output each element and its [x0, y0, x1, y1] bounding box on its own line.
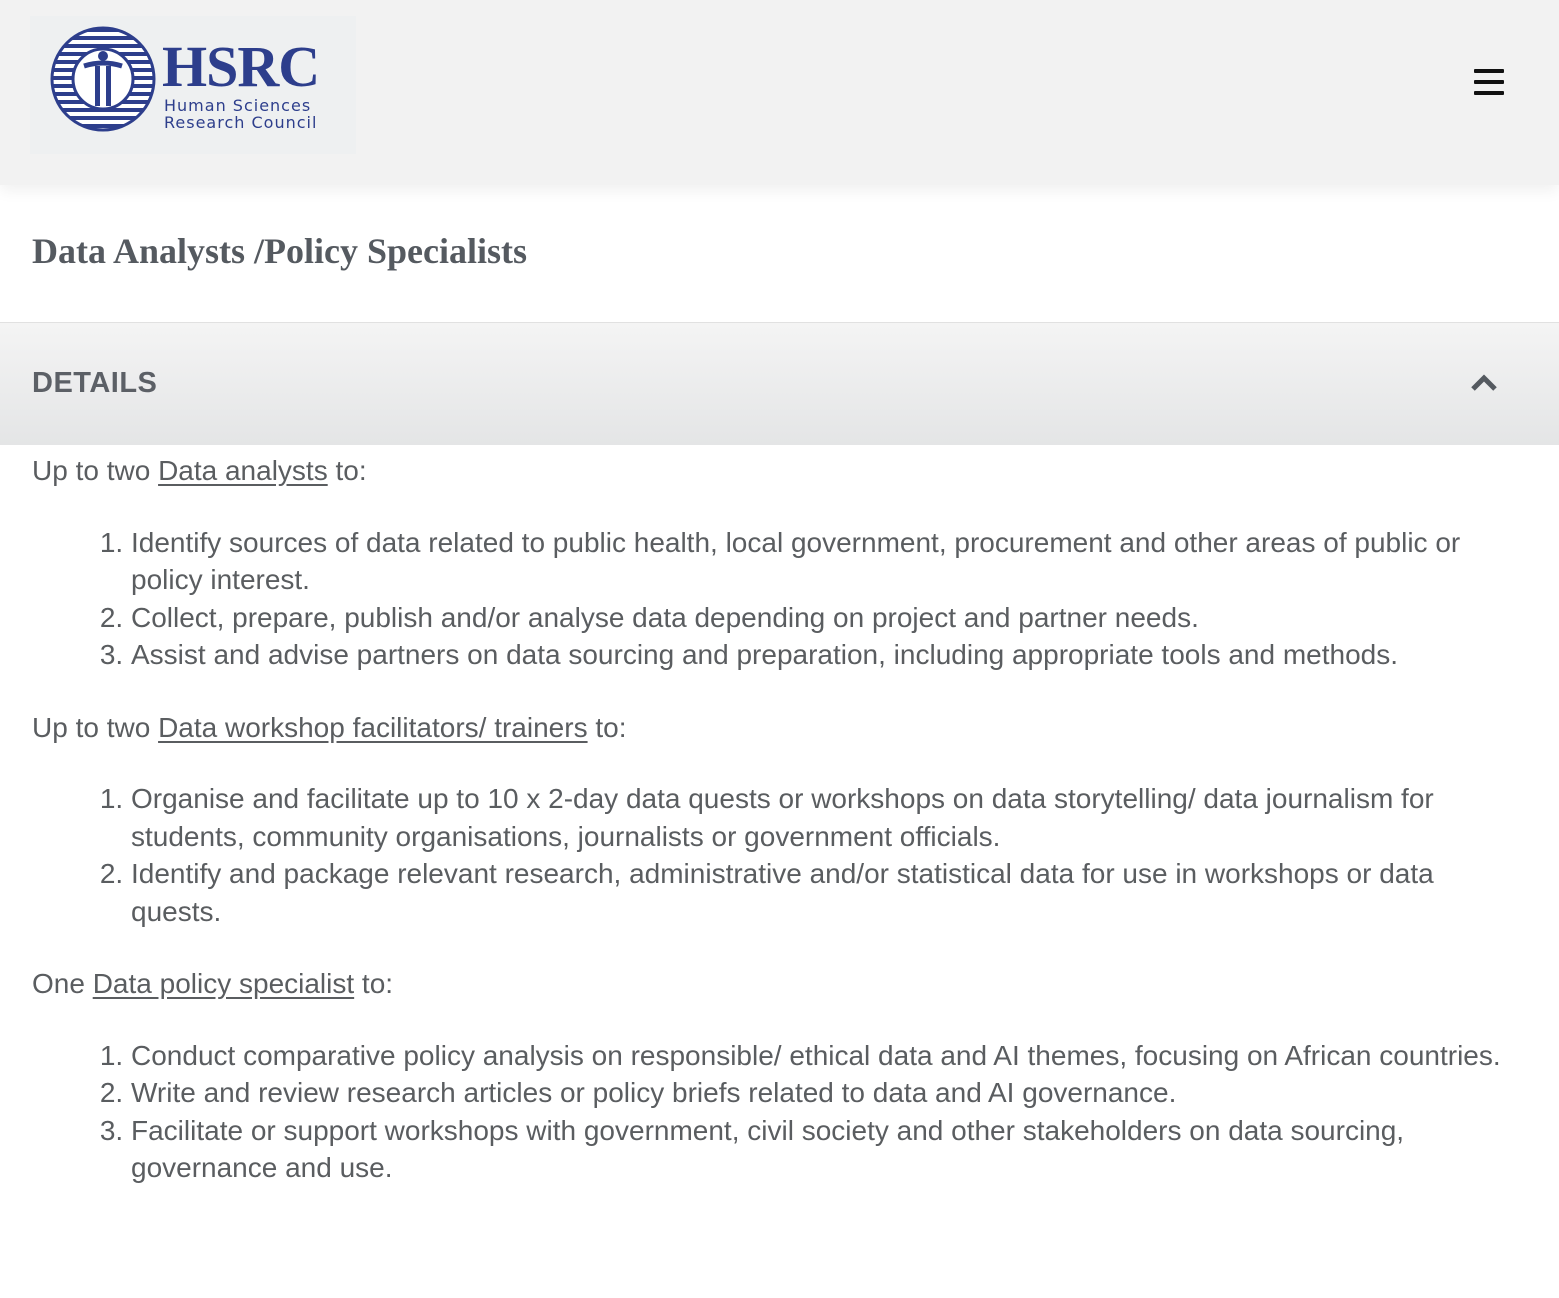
- task-list: [32, 1037, 1512, 1187]
- role-link-data-workshop-facilitators[interactable]: Data workshop facilitators/ trainers: [158, 711, 588, 743]
- section-intro: One Data policy specialist to:: [32, 968, 394, 999]
- hamburger-icon: [1474, 69, 1504, 95]
- hsrc-logo[interactable]: [30, 16, 356, 154]
- role-link-data-policy-specialist[interactable]: Data policy specialist: [92, 968, 355, 999]
- chevron-up-icon[interactable]: [1471, 374, 1497, 392]
- site-header: [0, 0, 1559, 185]
- task-list: [32, 780, 1512, 930]
- details-accordion-toggle[interactable]: [0, 322, 1559, 445]
- section-intro: Up to two Data analysts to:: [32, 455, 367, 486]
- list-item: 1. Organise and facilitate up to 10 x 2-day data quests or workshops on data storytelling/ data journalism for students, community organisations, journalists or government officials.: [131, 780, 1512, 855]
- details-content: [32, 452, 1512, 1222]
- list-item: 3. Assist and advise partners on data sourcing and preparation, including appropriate tools and methods.: [131, 636, 1512, 674]
- list-item: 2. Collect, prepare, publish and/or analyse data depending on project and partner needs.: [131, 599, 1512, 637]
- section-intro: Up to two Data workshop facilitators/ trainers to:: [32, 711, 627, 743]
- logo-line-1: Human Sciences: [164, 96, 312, 115]
- list-item: 1. Conduct comparative policy analysis on responsible/ ethical data and AI themes, focusing on African countries.: [131, 1037, 1512, 1075]
- list-item: 2. Identify and package relevant research, administrative and/or statistical data for use in workshops or data quests.: [131, 855, 1512, 930]
- menu-button[interactable]: [1464, 62, 1514, 102]
- list-item: 3. Facilitate or support workshops with government, civil society and other stakeholders on data sourcing, governance and use.: [131, 1112, 1512, 1187]
- list-item: 2. Write and review research articles or policy briefs related to data and AI governance.: [131, 1074, 1512, 1112]
- task-list: [32, 524, 1512, 674]
- list-item: 1. Identify sources of data related to public health, local government, procurement and other areas of public or policy interest.: [131, 524, 1512, 599]
- details-heading: DETAILS: [32, 367, 158, 399]
- hsrc-emblem-icon: [50, 26, 156, 132]
- page-title: Data Analysts /Policy Specialists: [32, 231, 528, 271]
- logo-line-2: Research Council: [164, 113, 318, 132]
- role-link-data-analysts[interactable]: Data analysts: [158, 455, 328, 486]
- logo-acronym: HSRC: [162, 34, 320, 99]
